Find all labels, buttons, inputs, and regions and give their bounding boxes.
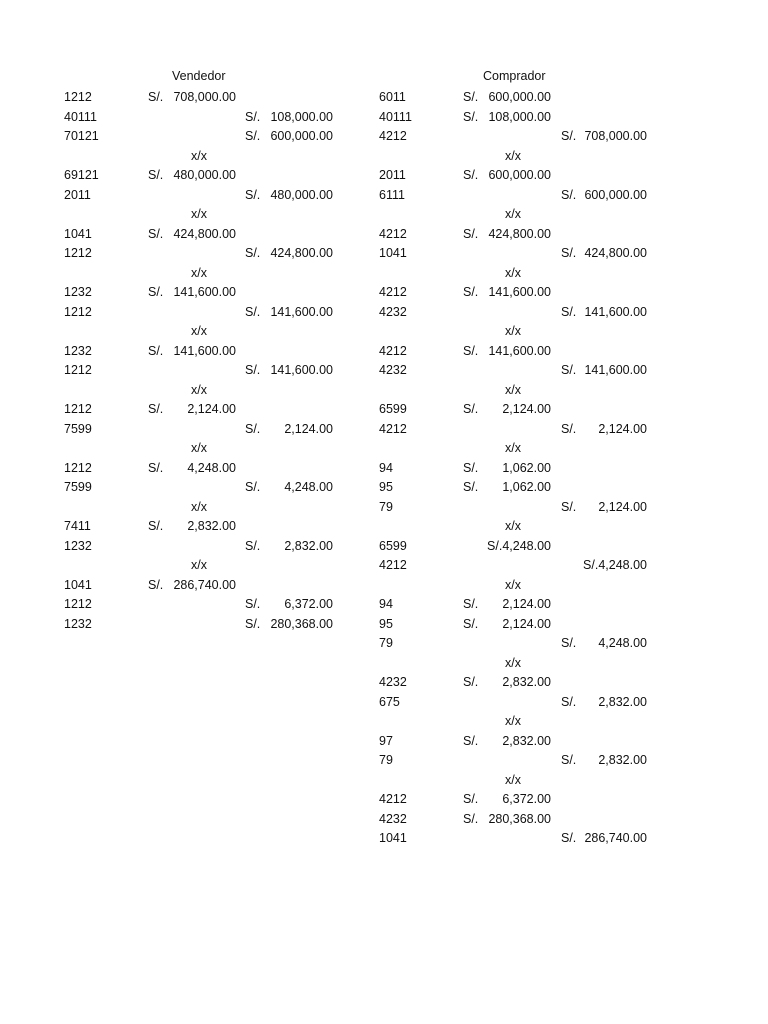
credit-amount: 4,248.00	[284, 480, 333, 494]
journal-row	[379, 421, 679, 441]
debit-amount: 424,800.00	[488, 226, 551, 241]
debit-currency: S/.	[463, 733, 479, 748]
account-code: 4212	[379, 421, 407, 436]
journal-row	[64, 109, 364, 129]
account-code: 40111	[379, 109, 412, 124]
account-code: 1212	[64, 304, 92, 319]
journal-row	[379, 284, 679, 304]
credit-amount: 108,000.00	[270, 109, 333, 124]
debit-currency: S/.	[148, 343, 164, 358]
journal-row	[64, 206, 364, 226]
debit-currency: S/.	[463, 168, 479, 182]
journal-row	[64, 538, 364, 558]
account-code: 1212	[64, 90, 92, 104]
credit-amount: 2,124.00	[598, 421, 647, 436]
account-code: 4212	[379, 792, 407, 806]
credit-amount: 600,000.00	[270, 129, 333, 143]
credit-amount: 4,248.00	[598, 636, 647, 650]
account-code: 79	[379, 753, 393, 767]
debit-amount: 2,124.00	[187, 402, 236, 416]
account-code: 69121	[64, 168, 99, 182]
account-code: 1212	[64, 246, 92, 260]
account-code: 95	[379, 480, 393, 494]
credit-currency: S/.	[245, 109, 261, 124]
credit-amount: 2,124.00	[598, 499, 647, 514]
entry-separator: x/x	[505, 714, 521, 728]
debit-amount: 424,800.00	[173, 226, 236, 241]
account-code: 6599	[379, 402, 407, 416]
entry-separator: x/x	[505, 265, 521, 280]
debit-amount: 2,124.00	[502, 616, 551, 631]
account-code: 6599	[379, 538, 407, 553]
journal-row	[64, 128, 364, 148]
journal-row	[379, 791, 679, 811]
entry-separator: x/x	[505, 519, 521, 533]
entry-separator: x/x	[191, 382, 207, 397]
account-code: 4212	[379, 558, 407, 572]
journal-row	[379, 830, 679, 850]
journal-row	[379, 343, 679, 363]
account-code: 1041	[379, 831, 407, 845]
debit-amount: 2,832.00	[502, 675, 551, 689]
debit-currency: S/.	[463, 343, 479, 358]
account-code: 1041	[379, 246, 407, 260]
entry-separator: x/x	[505, 324, 521, 338]
journal-row	[379, 616, 679, 636]
credit-currency: S/.	[561, 831, 577, 845]
entry-separator: x/x	[191, 441, 207, 455]
credit-amount: 600,000.00	[584, 187, 647, 202]
journal-row	[64, 577, 364, 597]
account-code: 70121	[64, 129, 99, 143]
credit-currency: S/.	[245, 187, 261, 202]
debit-currency: S/.	[148, 402, 164, 416]
journal-row	[64, 187, 364, 207]
debit-currency: S/.	[148, 285, 164, 299]
journal-row	[379, 557, 679, 577]
account-code: 40111	[64, 109, 97, 124]
debit-currency: S/.	[148, 577, 164, 592]
credit-amount: 286,740.00	[584, 831, 647, 845]
debit-amount: 2,832.00	[187, 519, 236, 533]
journal-row	[64, 440, 364, 460]
journal-row	[379, 245, 679, 265]
credit-currency: S/.	[245, 597, 261, 611]
debit-amount: 108,000.00	[488, 109, 551, 124]
credit-currency: S/.	[245, 480, 261, 494]
journal-row	[64, 148, 364, 168]
account-code: 1232	[64, 616, 92, 631]
account-code: 4212	[379, 226, 407, 241]
debit-currency: S/.	[148, 226, 164, 241]
credit-currency: S/.	[245, 129, 261, 143]
entry-separator: x/x	[505, 441, 521, 455]
debit-currency: S/.	[148, 460, 164, 475]
entry-separator: x/x	[505, 772, 521, 787]
entry-separator: x/x	[505, 577, 521, 592]
journal-row	[379, 187, 679, 207]
account-code: 6011	[379, 90, 406, 104]
journal-row	[379, 362, 679, 382]
journal-row	[379, 713, 679, 733]
account-code: 1041	[64, 226, 92, 241]
credit-amount: 141,600.00	[584, 304, 647, 319]
seller-entries	[64, 89, 364, 635]
journal-row	[379, 226, 679, 246]
account-code: 94	[379, 597, 393, 611]
credit-currency: S/.	[561, 421, 577, 436]
credit-amount: 6,372.00	[284, 597, 333, 611]
account-code: 4232	[379, 811, 407, 826]
journal-row	[379, 89, 679, 109]
credit-currency: S/.	[561, 129, 577, 143]
debit-amount: 480,000.00	[173, 168, 236, 182]
debit-currency: S/.	[463, 616, 479, 631]
credit-currency: S/.	[561, 187, 577, 202]
journal-row	[64, 362, 364, 382]
debit-amount: 1,062.00	[502, 460, 551, 475]
debit-currency: S/.	[463, 792, 479, 806]
journal-row	[64, 265, 364, 285]
account-code: 1232	[64, 538, 92, 553]
journal-row	[64, 518, 364, 538]
entry-separator: x/x	[191, 148, 207, 163]
credit-amount: 141,600.00	[270, 363, 333, 377]
debit-amount: 708,000.00	[173, 90, 236, 104]
debit-amount: 1,062.00	[502, 480, 551, 494]
journal-row	[64, 343, 364, 363]
account-code: 79	[379, 499, 393, 514]
credit-currency: S/.	[245, 304, 261, 319]
credit-amount: 424,800.00	[270, 246, 333, 260]
debit-amount: 4,248.00	[187, 460, 236, 475]
journal-row	[379, 167, 679, 187]
debit-amount: 600,000.00	[488, 168, 551, 182]
debit-currency: S/.	[463, 597, 479, 611]
debit-amount: 6,372.00	[502, 792, 551, 806]
debit-currency: S/.	[148, 168, 164, 182]
journal-row	[379, 109, 679, 129]
entry-separator: x/x	[191, 265, 207, 280]
credit-amount: 424,800.00	[584, 246, 647, 260]
debit-amount: 2,832.00	[502, 733, 551, 748]
journal-row	[379, 128, 679, 148]
entry-separator: x/x	[505, 655, 521, 670]
buyer-entries	[379, 89, 679, 850]
account-code: 2011	[64, 187, 91, 202]
account-code: 94	[379, 460, 393, 475]
journal-row	[64, 401, 364, 421]
entry-separator: x/x	[505, 382, 521, 397]
journal-row	[379, 538, 679, 558]
journal-row	[379, 635, 679, 655]
debit-currency: S/.	[463, 226, 479, 241]
debit-currency: S/.	[463, 285, 479, 299]
debit-amount: 280,368.00	[488, 811, 551, 826]
credit-amount: 2,832.00	[284, 538, 333, 553]
journal-row	[379, 674, 679, 694]
journal-row	[379, 733, 679, 753]
credit-currency: S/.	[561, 304, 577, 319]
journal-row	[64, 499, 364, 519]
debit-currency: S/.	[463, 109, 479, 124]
debit-currency: S/.	[463, 402, 479, 416]
credit-amount: 2,832.00	[598, 753, 647, 767]
debit-currency: S/.	[148, 90, 164, 104]
credit-currency: S/.	[245, 246, 261, 260]
entry-separator: x/x	[191, 324, 207, 338]
journal-row	[64, 323, 364, 343]
journal-row	[64, 557, 364, 577]
journal-row	[379, 694, 679, 714]
journal-row	[64, 304, 364, 324]
journal-row	[379, 596, 679, 616]
account-code: 1232	[64, 285, 92, 299]
account-code: 1212	[64, 597, 92, 611]
account-code: 4212	[379, 129, 407, 143]
account-code: 2011	[379, 168, 406, 182]
journal-row	[379, 811, 679, 831]
seller-title: Vendedor	[172, 69, 226, 83]
account-code: 95	[379, 616, 393, 631]
journal-row	[379, 655, 679, 675]
account-code: 4232	[379, 304, 407, 319]
debit-amount: 141,600.00	[173, 343, 236, 358]
debit-amount: 141,600.00	[173, 285, 236, 299]
debit-amount: 600,000.00	[488, 90, 551, 104]
account-code: 4232	[379, 363, 407, 377]
journal-row	[379, 577, 679, 597]
credit-amount: 2,124.00	[284, 421, 333, 436]
buyer-title: Comprador	[483, 69, 546, 83]
account-code: 79	[379, 636, 393, 650]
credit-currency: S/.	[245, 538, 261, 553]
journal-row	[379, 499, 679, 519]
journal-row	[64, 167, 364, 187]
debit-amount: S/.4,248.00	[487, 538, 551, 553]
entry-separator: x/x	[505, 148, 521, 163]
entry-separator: x/x	[505, 207, 521, 221]
debit-currency: S/.	[463, 675, 479, 689]
journal-row	[379, 206, 679, 226]
debit-amount: 141,600.00	[488, 285, 551, 299]
account-code: 4212	[379, 343, 407, 358]
credit-amount: 141,600.00	[584, 363, 647, 377]
debit-amount: 141,600.00	[488, 343, 551, 358]
credit-amount: 708,000.00	[584, 129, 647, 143]
credit-currency: S/.	[561, 363, 577, 377]
account-code: 1212	[64, 363, 92, 377]
journal-row	[64, 89, 364, 109]
debit-currency: S/.	[463, 811, 479, 826]
debit-amount: 2,124.00	[502, 402, 551, 416]
journal-row	[64, 479, 364, 499]
credit-currency: S/.	[561, 753, 577, 767]
account-code: 7411	[64, 519, 91, 533]
journal-row	[64, 382, 364, 402]
account-code: 1232	[64, 343, 92, 358]
debit-currency: S/.	[148, 519, 164, 533]
entry-separator: x/x	[191, 207, 207, 221]
journal-row	[379, 772, 679, 792]
credit-amount: 141,600.00	[270, 304, 333, 319]
credit-amount: 280,368.00	[270, 616, 333, 631]
account-code: 675	[379, 694, 400, 709]
journal-row	[64, 226, 364, 246]
journal-row	[64, 284, 364, 304]
credit-currency: S/.	[245, 616, 261, 631]
account-code: 7599	[64, 421, 92, 436]
credit-currency: S/.	[561, 694, 577, 709]
account-code: 6111	[379, 187, 405, 202]
journal-row	[379, 265, 679, 285]
journal-row	[64, 245, 364, 265]
credit-currency: S/.	[245, 363, 261, 377]
account-code: 1212	[64, 402, 92, 416]
journal-row	[379, 323, 679, 343]
journal-row	[379, 460, 679, 480]
account-code: 1041	[64, 577, 92, 592]
debit-currency: S/.	[463, 90, 479, 104]
journal-row	[379, 304, 679, 324]
credit-currency: S/.	[561, 499, 577, 514]
credit-amount: 480,000.00	[270, 187, 333, 202]
journal-row	[64, 596, 364, 616]
journal-row	[64, 616, 364, 636]
credit-currency: S/.	[245, 421, 261, 436]
credit-amount: S/.4,248.00	[583, 558, 647, 572]
journal-row	[64, 421, 364, 441]
debit-amount: 286,740.00	[173, 577, 236, 592]
journal-row	[379, 148, 679, 168]
debit-currency: S/.	[463, 460, 479, 475]
account-code: 97	[379, 733, 393, 748]
entry-separator: x/x	[191, 558, 207, 572]
journal-row	[64, 460, 364, 480]
account-code: 7599	[64, 480, 92, 494]
journal-row	[379, 479, 679, 499]
debit-amount: 2,124.00	[502, 597, 551, 611]
journal-row	[379, 382, 679, 402]
debit-currency: S/.	[463, 480, 479, 494]
journal-row	[379, 752, 679, 772]
account-code: 1212	[64, 460, 92, 475]
credit-currency: S/.	[561, 636, 577, 650]
journal-row	[379, 518, 679, 538]
account-code: 4212	[379, 285, 407, 299]
journal-row	[379, 401, 679, 421]
credit-amount: 2,832.00	[598, 694, 647, 709]
credit-currency: S/.	[561, 246, 577, 260]
journal-row	[379, 440, 679, 460]
account-code: 4232	[379, 675, 407, 689]
entry-separator: x/x	[191, 499, 207, 514]
